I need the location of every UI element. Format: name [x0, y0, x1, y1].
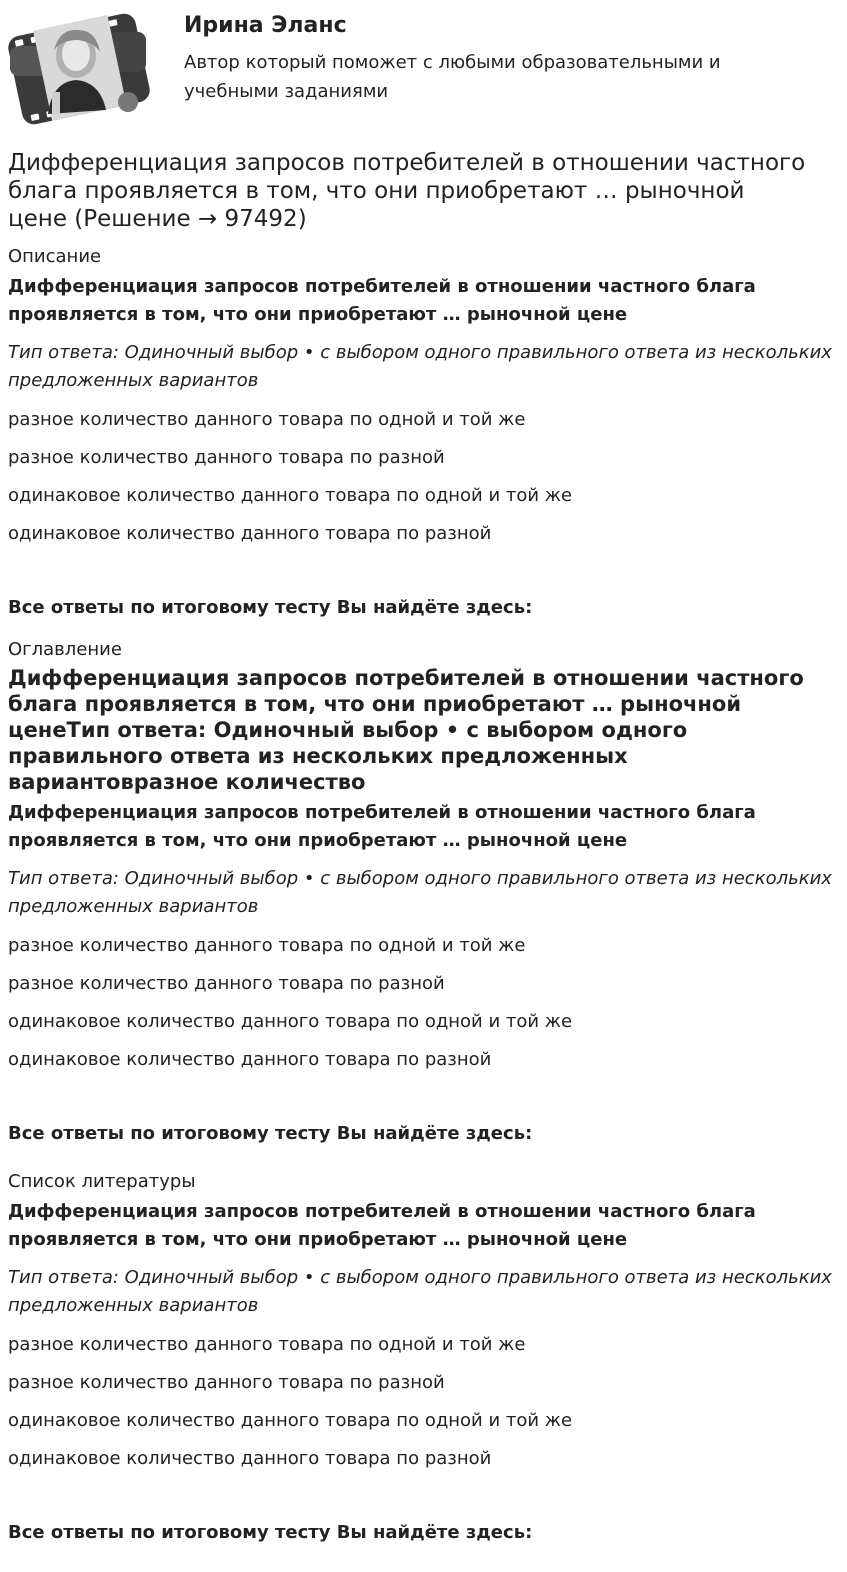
question-text: Дифференциация запросов потребителей в отношении частного блага проявляется в том, что они приобретают … рыночной цене [8, 276, 756, 325]
description-section [8, 246, 839, 619]
answer-option: разное количество данного товара по разной [8, 1372, 445, 1393]
section-label: Оглавление [8, 639, 122, 660]
answer-type: Тип ответа: Одиночный выбор • с выбором одного правильного ответа из нескольких предложенных вариантов [8, 1267, 832, 1316]
answer-option: одинаковое количество данного товара по разной [8, 1448, 492, 1469]
page-title: Дифференциация запросов потребителей в отношении частного блага проявляется в том, что они приобретают … рыночной цене (Решение → 97492) [8, 150, 806, 232]
answers-link: Все ответы по итоговому тесту Вы найдёте здесь: [8, 597, 533, 618]
page [8, 0, 839, 1543]
answer-option: разное количество данного товара по одной и той же [8, 1334, 526, 1355]
answer-option: разное количество данного товара по одной и той же [8, 409, 526, 430]
bibliography-section [8, 1171, 839, 1544]
answer-option: одинаковое количество данного товара по одной и той же [8, 1011, 573, 1032]
question-text: Дифференциация запросов потребителей в отношении частного блага проявляется в том, что они приобретают … рыночной цене [8, 1201, 756, 1250]
author-card [8, 0, 839, 140]
answer-option: разное количество данного товара по одной и той же [8, 935, 526, 956]
answer-option: одинаковое количество данного товара по одной и той же [8, 1410, 573, 1431]
answer-option: одинаковое количество данного товара по разной [8, 523, 492, 544]
section-label: Список литературы [8, 1171, 196, 1192]
answers-link: Все ответы по итоговому тесту Вы найдёте здесь: [8, 1522, 533, 1543]
toc-heading: Дифференциация запросов потребителей в отношении частного блага проявляется в том, что они приобретают … рыночной ценеТип ответа: Одиночный выбор • с выбором одного правильного ответа из нескольких предложенных вариантовразное количество [8, 666, 804, 794]
question-text: Дифференциация запросов потребителей в отношении частного блага проявляется в том, что они приобретают … рыночной цене [8, 802, 756, 851]
answer-type: Тип ответа: Одиночный выбор • с выбором одного правильного ответа из нескольких предложенных вариантов [8, 868, 832, 917]
author-name[interactable]: Ирина Эланс [184, 13, 347, 38]
author-avatar[interactable] [8, 6, 150, 130]
author-description: Автор который поможет с любыми образовательными и учебными заданиями [184, 52, 721, 102]
answer-option: одинаковое количество данного товара по одной и той же [8, 485, 573, 506]
answer-option: разное количество данного товара по разной [8, 447, 445, 468]
section-label: Описание [8, 246, 102, 267]
answer-option: одинаковое количество данного товара по разной [8, 1049, 492, 1070]
toc-section [8, 639, 839, 1145]
answer-type: Тип ответа: Одиночный выбор • с выбором одного правильного ответа из нескольких предложенных вариантов [8, 342, 832, 391]
answers-link: Все ответы по итоговому тесту Вы найдёте здесь: [8, 1123, 533, 1144]
answer-option: разное количество данного товара по разной [8, 973, 445, 994]
